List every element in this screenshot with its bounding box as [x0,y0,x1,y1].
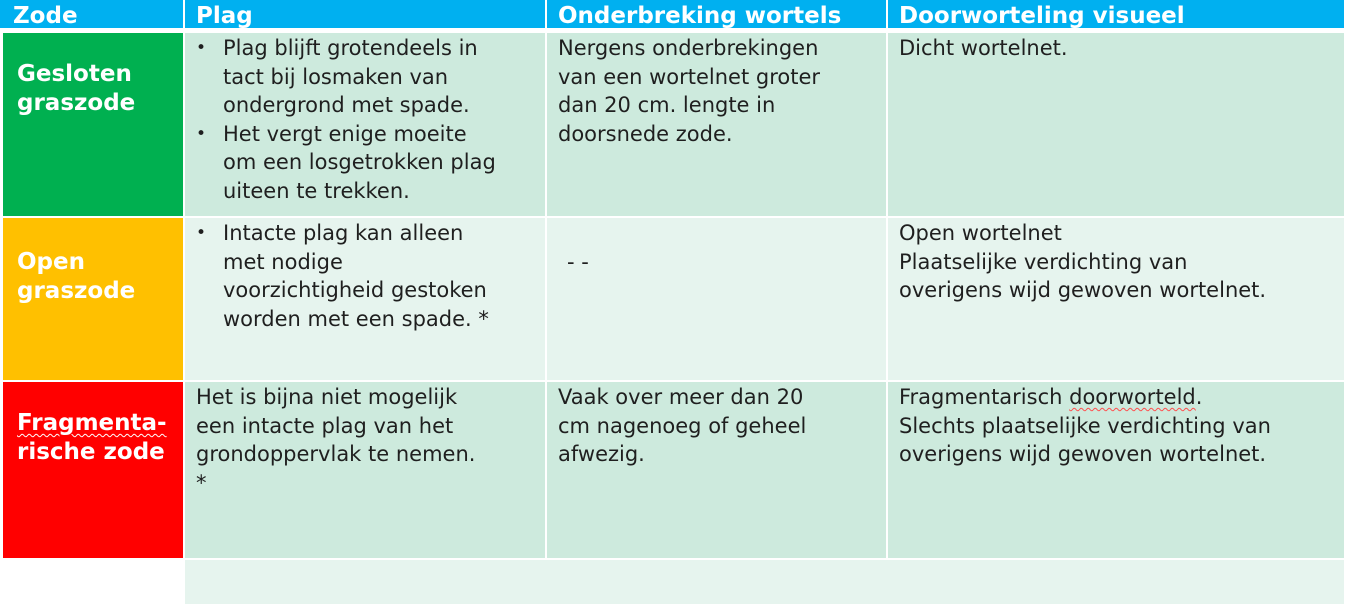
text-line: uiteen te trekken. [223,178,410,203]
text-line: overigens wijd gewoven wortelnet. [899,442,1267,466]
text-line: Het is bijna niet mogelijk [196,385,458,409]
plag-cell-open [185,218,545,380]
bullet-item [196,34,539,120]
text-line: • Plag blijft grotendeels in [223,36,478,60]
text-line: een intacte plag van het [196,413,454,438]
bullet-item [196,219,539,333]
text-line: afwezig. [558,442,645,466]
plag-cell-gesloten [185,33,545,216]
zone-label-line: Open [17,249,85,275]
doorworteling-cell-fragmentarisch [888,382,1344,558]
text-line: overigens wijd gewoven wortelnet. [899,278,1267,302]
text-line: Nergens onderbrekingen [558,36,819,60]
text-line: dan 20 cm. lengte in [558,93,776,117]
plag-bullet-list [196,34,539,205]
header-doorworteling [888,0,1344,28]
spellcheck-word: doorworteld [1069,385,1196,409]
header-onderbreking-label: Onderbreking wortels [558,3,842,28]
header-doorworteling-label: Doorworteling visueel [899,3,1185,28]
text-line: voorzichtigheid gestoken [223,278,487,302]
text-line: grondoppervlak te nemen. [196,442,476,466]
text-line: met nodige [223,249,343,274]
header-plag [185,0,545,28]
text-line: • Het vergt enige moeite [223,121,467,146]
text-fragment: Fragmentarisch [899,385,1070,409]
plag-cell-fragmentarisch [185,382,545,558]
text-line: - - [567,250,589,274]
text-line: cm nagenoeg of geheel [558,413,807,438]
text-line [899,383,1338,412]
text-line: ondergrond met spade. [223,93,470,117]
zone-open-graszode [3,218,183,380]
header-plag-label: Plag [196,3,253,28]
text-line: van een wortelnet groter [558,64,821,89]
zone-label-line: rische zode [17,438,165,465]
onderbreking-cell-fragmentarisch [547,382,886,558]
text-line: * [196,470,207,495]
text-line: tact bij losmaken van [223,64,449,89]
text-line: doorsnede zode. [558,121,733,146]
onderbreking-cell-gesloten [547,33,886,216]
onderbreking-cell-open [547,218,886,380]
text-line: Dicht wortelnet. [899,36,1068,60]
zone-label-line: Gesloten [17,61,132,87]
zone-label-line: Fragmenta- [17,410,167,436]
bullet-item [196,120,539,206]
text-line: Vaak over meer dan 20 [558,385,804,409]
header-onderbreking [547,0,886,28]
zone-label-line: graszode [17,89,136,116]
zone-label-line: graszode [17,277,136,304]
text-line: Slechts plaatselijke verdichting van [899,413,1271,438]
header-zode [0,0,183,28]
text-fragment: . [1195,385,1203,409]
plag-bullet-list [196,219,539,333]
zone-fragmentarische-zode [3,382,183,558]
zone-gesloten-graszode [3,33,183,216]
text-line: Plaatselijke verdichting van [899,249,1188,274]
doorworteling-cell-gesloten [888,33,1344,216]
header-zode-label: Zode [13,3,78,28]
empty-row-band [185,560,1344,604]
text-line: om een losgetrokken plag [223,150,496,174]
text-line: • Intacte plag kan alleen [223,221,464,245]
text-line: worden met een spade. * [223,306,489,331]
text-line: Open wortelnet [899,221,1062,245]
doorworteling-cell-open [888,218,1344,380]
